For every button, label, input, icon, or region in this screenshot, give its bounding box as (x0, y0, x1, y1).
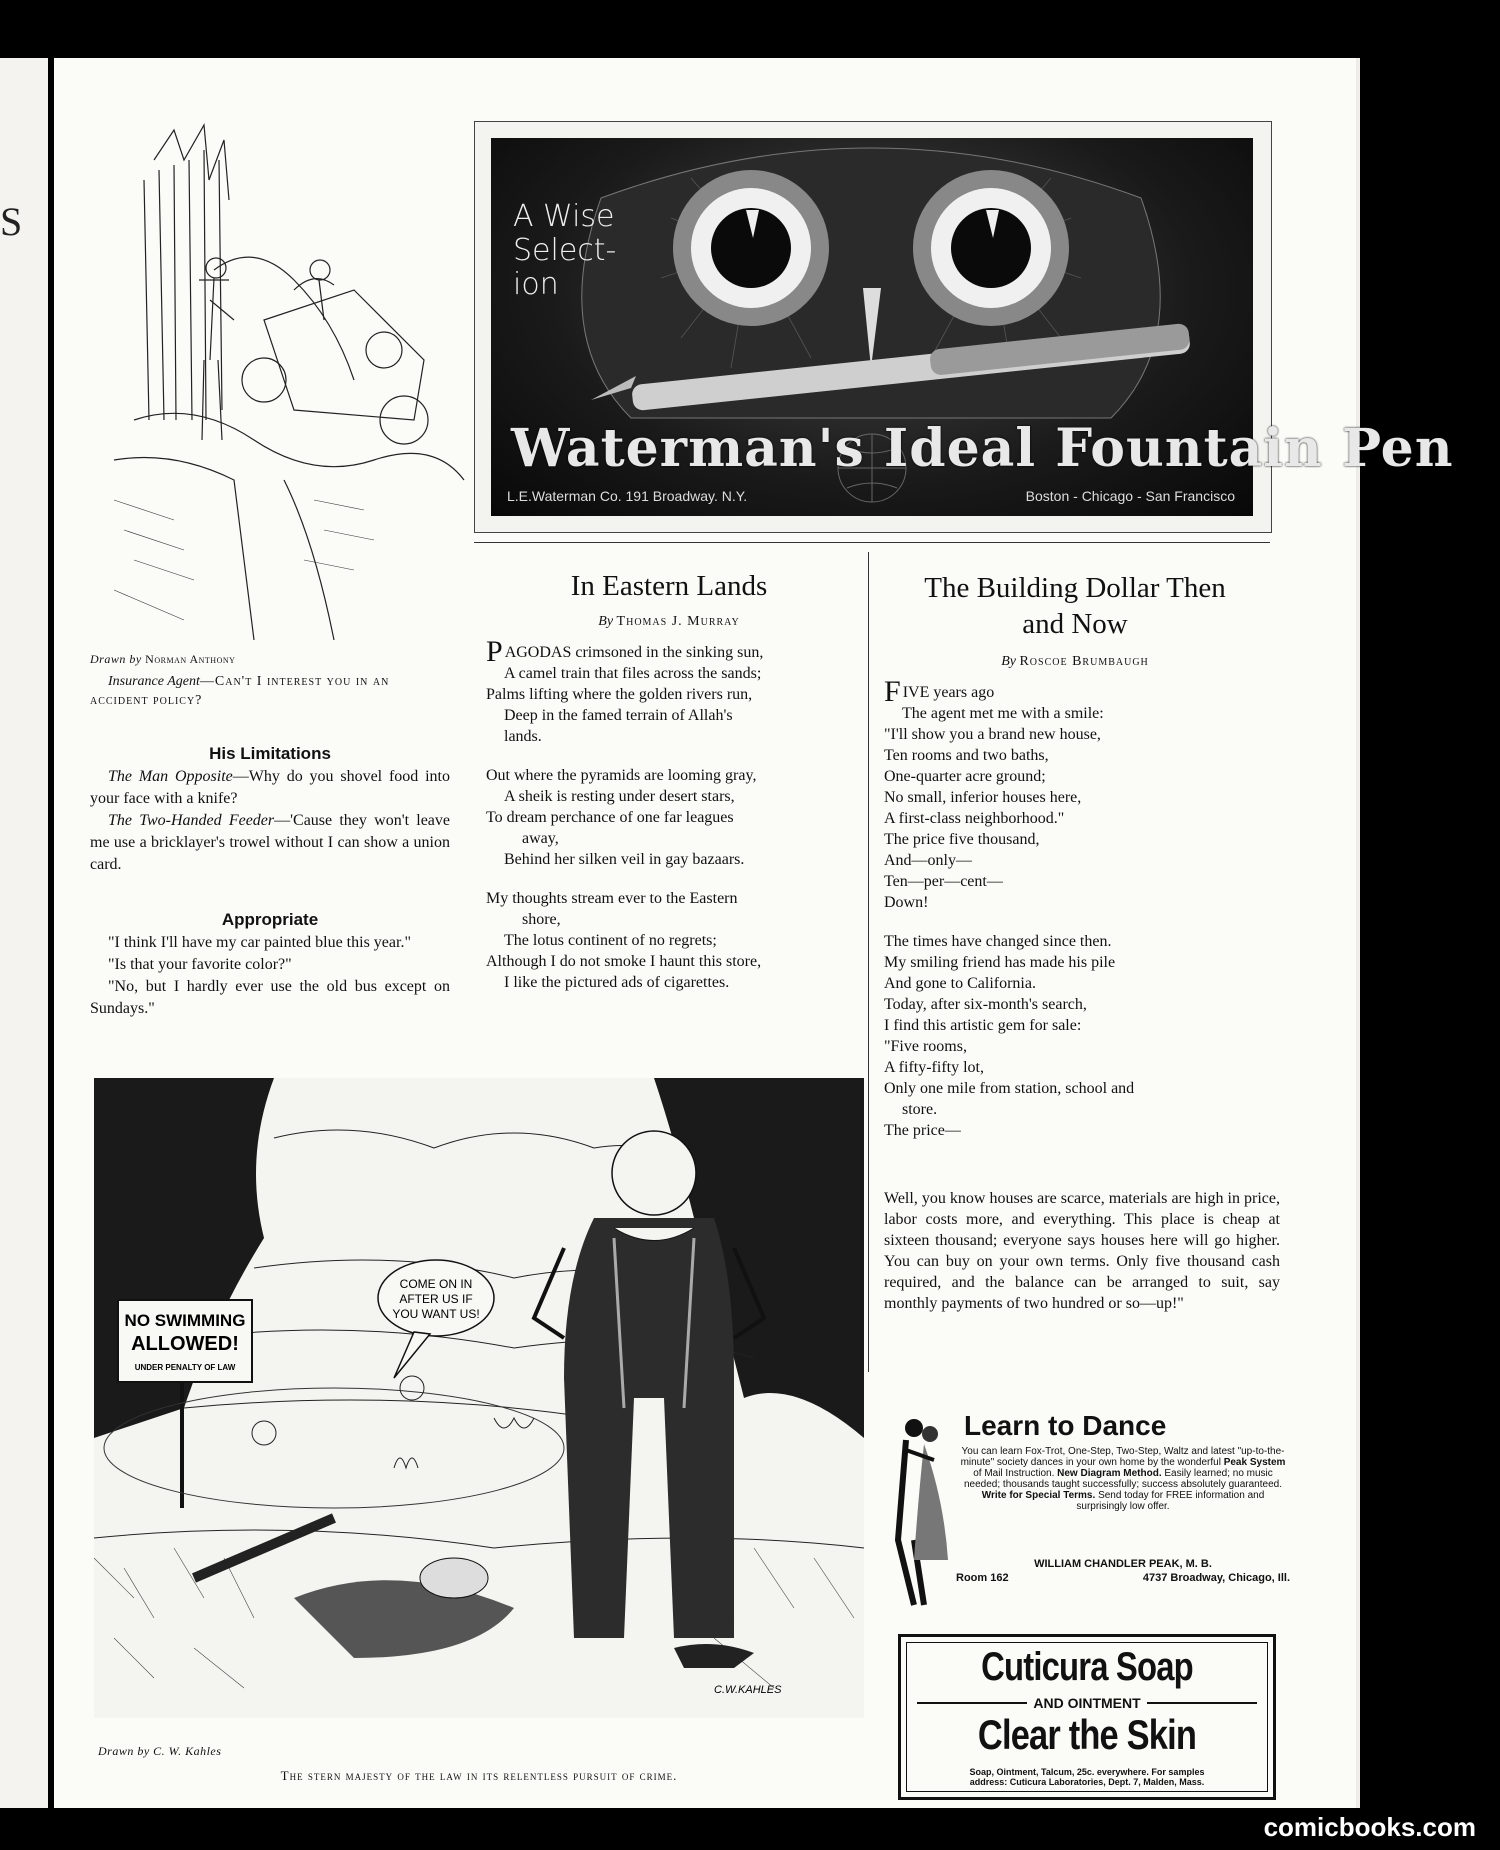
verse-line: The price five thousand, (884, 831, 1040, 848)
verse-line: lands. (504, 728, 542, 745)
cartoon-car-cliff-illustration (114, 120, 474, 640)
dance-text: Send today for FREE information and surprisingly low offer. (1076, 1490, 1265, 1512)
verse-line: Behind her silken veil in gay bazaars. (504, 851, 745, 868)
sign-line1: NO SWIMMING (124, 1311, 246, 1330)
divider (1147, 1702, 1257, 1704)
facing-page-spine (0, 58, 48, 1808)
poem2-byline (870, 654, 1280, 670)
poem1-title: In Eastern Lands (570, 570, 768, 602)
joke-line: "I think I'll have my car painted blue this year." (108, 934, 411, 951)
verse-line: And gone to California. (884, 975, 1036, 992)
waterman-cities: Boston - Chicago - San Francisco (1025, 488, 1235, 504)
poem1-byline (474, 614, 864, 630)
verse-line: store. (902, 1101, 938, 1118)
poem2-title-line: The Building Dollar Then (924, 572, 1226, 604)
verse-line: Ten rooms and two baths, (884, 747, 1049, 764)
joke-line (90, 766, 450, 810)
caption-text: —Can't I interest you in an accident policy? (90, 674, 390, 708)
poem2-author: Roscoe Brumbaugh (1019, 654, 1149, 669)
divider (917, 1702, 1027, 1704)
waterman-tagline: A Wise Select-ion (513, 199, 617, 302)
dance-signature: WILLIAM CHANDLER PEAK, M. B. (1034, 1558, 1212, 1570)
joke-speaker: The Two-Handed Feeder (108, 812, 275, 829)
bubble-line3: YOU WANT US! (392, 1307, 480, 1321)
joke-line: "Is that your favorite color?" (108, 956, 292, 973)
poem1-author: Thomas J. Murray (616, 614, 740, 629)
joke-speaker: The Man Opposite (108, 768, 233, 785)
cartoon2-caption: The stern majesty of the law in its relentless pursuit of crime. (280, 1768, 678, 1783)
cuticura-footer-line: address: Cuticura Laboratories, Dept. 7, Malden, Mass. (969, 1777, 1205, 1787)
dance-text: of Mail Instruction. (973, 1468, 1055, 1479)
verse-line: My thoughts stream ever to the Eastern (486, 890, 738, 907)
cartoon2-credit (98, 1744, 221, 1759)
byline-by: By (598, 614, 614, 629)
magazine-page (54, 58, 1454, 1808)
verse-line: Today, after six-month's search, (884, 996, 1087, 1013)
cuticura-subline (917, 1695, 1257, 1711)
verse-line (884, 675, 1280, 708)
dance-body (956, 1446, 1290, 1512)
verse-line: Although I do not smoke I haunt this store, (486, 953, 762, 970)
verse-line: The lotus continent of no regrets; (504, 932, 717, 949)
dropcap: P (486, 635, 503, 668)
verse-line: I find this artistic gem for sale: (884, 1017, 1082, 1034)
verse-line: A camel train that files across the sands; (504, 665, 762, 682)
poem2-verse (884, 675, 1280, 1141)
bubble-line1: COME ON IN (399, 1277, 473, 1291)
dropcap: F (884, 675, 901, 708)
credit-prefix: Drawn by (98, 1744, 150, 1758)
facing-page-glyph: S (0, 199, 23, 244)
bubble-line2: AFTER US IF (399, 1292, 473, 1306)
verse-line: The agent met me with a smile: (902, 705, 1104, 722)
dance-ad (884, 1410, 1292, 1610)
site-watermark: comicbooks.com (1263, 1812, 1476, 1842)
verse-line: A first-class neighborhood." (884, 810, 1065, 827)
sign-line2: ALLOWED! (131, 1333, 239, 1355)
waterman-brand: Waterman's Ideal Fountain Pen (511, 418, 1454, 479)
cartoon2-signature: C.W.KAHLES (714, 1684, 782, 1696)
verse-line: "Five rooms, (884, 1038, 967, 1055)
poem1-verse (486, 635, 866, 993)
joke-text: —'Cause they won't leave me use a bricklayer's trowel without I can show a union card. (90, 812, 450, 873)
caption-speaker: Insurance Agent (108, 674, 200, 689)
stanza-break (486, 747, 866, 765)
verse-line: To dream perchance of one far leagues (486, 809, 734, 826)
verse-line: One-quarter acre ground; (884, 768, 1046, 785)
dance-address: 4737 Broadway, Chicago, Ill. (1142, 1572, 1290, 1584)
dance-room: Room 162 (956, 1572, 1009, 1584)
waterman-ad (474, 121, 1454, 533)
waterman-ad-art (491, 138, 1454, 516)
cuticura-footer (911, 1767, 1263, 1787)
horizontal-rule (474, 542, 1270, 543)
verse-line: Only one mile from station, school and (884, 1080, 1135, 1097)
dance-text: Easily learned; no music needed; thousands taught successfully; success absolutely guaranteed. (964, 1468, 1282, 1490)
verse-line (486, 635, 866, 668)
cuticura-ad (898, 1634, 1276, 1800)
cuticura-headline: Cuticura Soap (981, 1645, 1193, 1689)
verse-line: "I'll show you a brand new house, (884, 726, 1101, 743)
cuticura-slogan: Clear the Skin (977, 1711, 1197, 1758)
verse-line: Down! (884, 894, 929, 911)
waterman-address: L.E.Waterman Co. 191 Broadway. N.Y. (507, 488, 748, 504)
verse-line: And—only— (884, 852, 972, 869)
dance-title: Learn to Dance (964, 1410, 1167, 1441)
cartoon-swimming-hole-illustration (94, 1078, 864, 1718)
verse-line: Palms lifting where the golden rivers run, (486, 686, 753, 703)
dancing-couple-icon (884, 1410, 954, 1610)
cartoon-car-cliff (114, 120, 474, 640)
verse-line: Ten—per—cent— (884, 873, 1003, 890)
dance-address-row (956, 1572, 1290, 1584)
verse-line: I like the pictured ads of cigarettes. (504, 974, 730, 991)
dance-emphasis: Peak System (1223, 1457, 1286, 1468)
credit-prefix: Drawn by (90, 652, 142, 666)
joke-text: —Why do you shovel food into your face with a knife? (90, 768, 450, 807)
joke-line: "No, but I hardly ever use the old bus except on Sundays." (90, 978, 450, 1017)
cartoon-swimming-hole (94, 1078, 864, 1718)
joke-his-limitations (90, 766, 450, 876)
credit-artist: C. W. Kahles (153, 1744, 222, 1758)
verse-line: away, (522, 830, 559, 847)
cuticura-ad-border (906, 1642, 1268, 1792)
joke-line (90, 810, 450, 876)
verse-line: No small, inferior houses here, (884, 789, 1082, 806)
verse-line: Out where the pyramids are looming gray, (486, 767, 757, 784)
poem2-closing: Well, you know houses are scarce, materials are high in price, labor costs more, and everything. This place is cheap at sixteen thousand; everyone says houses here will go higher. You can buy on your own terms. Only five thousand cash required, and the balance can be arranged to suit, say monthly payments of two hundred or so—up!" (884, 1190, 1280, 1312)
joke-title-appropriate: Appropriate (221, 910, 319, 929)
verse-line: My smiling friend has made his pile (884, 954, 1116, 971)
joke-title-his-limitations: His Limitations (209, 744, 331, 763)
verse-line: The price— (884, 1122, 961, 1139)
cartoon1-caption (90, 672, 450, 710)
verse-text: AGODAS crimsoned in the sinking sun, (504, 644, 764, 661)
verse-line: shore, (522, 911, 561, 928)
credit-artist: Norman Anthony (145, 652, 236, 666)
cuticura-footer-line: Soap, Ointment, Talcum, 25c. everywhere. For samples (969, 1767, 1205, 1777)
verse-line: A fifty-fifty lot, (884, 1059, 984, 1076)
byline-by: By (1001, 654, 1016, 669)
cartoon1-credit (90, 652, 235, 667)
dance-text: You can learn Fox-Trot, One-Step, Two-Step, Waltz and latest "up-to-the-minute" society dances in your own home by the wonderful (960, 1446, 1285, 1468)
cuticura-subtext: AND OINTMENT (1033, 1695, 1141, 1711)
column-rule (868, 552, 869, 1372)
sign-line3: UNDER PENALTY OF LAW (134, 1363, 236, 1372)
dance-emphasis: Write for Special Terms. (981, 1490, 1096, 1501)
verse-line: The times have changed since then. (884, 933, 1112, 950)
poem2-title (870, 570, 1280, 642)
verse-text: IVE years ago (902, 684, 995, 701)
stanza-break (486, 870, 866, 888)
poem2-title-line: and Now (1022, 608, 1128, 640)
dance-emphasis: New Diagram Method. (1057, 1468, 1162, 1479)
joke-appropriate (90, 932, 450, 1020)
verse-line: Deep in the famed terrain of Allah's (504, 707, 733, 724)
stanza-break (884, 913, 1280, 931)
verse-line: A sheik is resting under desert stars, (504, 788, 735, 805)
